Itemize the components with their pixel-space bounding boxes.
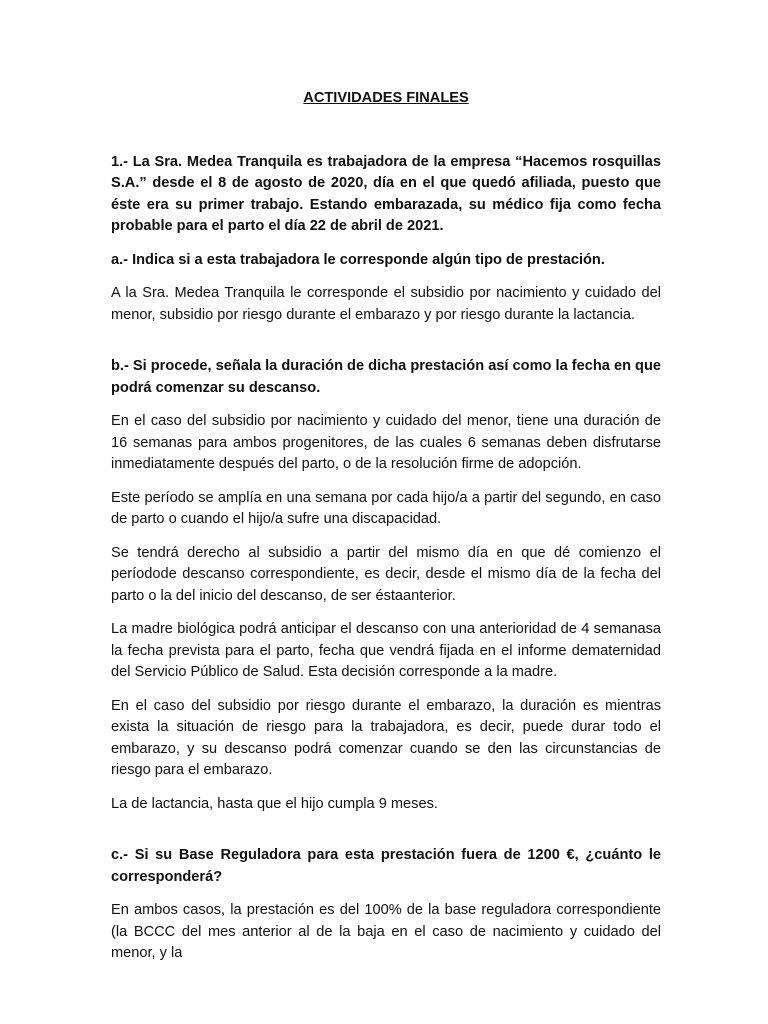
- answer-c: En ambos casos, la prestación es del 100% de la base reguladora correspondiente (la BCCC del mes anterior al de la baja en el caso de nacimiento y cuidado del menor, y la: [111, 902, 661, 961]
- answer-b-paragraph-1: En el caso del subsidio por nacimiento y cuidado del menor, tiene una duración de 16 semanas para ambos progenitores, de las cuales 6 semanas deben disfrutarse inmediatamente después del parto, o de la resolución firme de adopción.: [111, 413, 661, 472]
- section-spacer: [111, 338, 661, 356]
- question-1: 1.- La Sra. Medea Tranquila es trabajadora de la empresa “Hacemos rosquillas S.A.” desde el 8 de agosto de 2020, día en el que quedó afiliada, puesto que éste era su primer trabajo. Estando embarazada, su médico fija como fecha probable para el parto el día 22 de abril de 2021.: [111, 153, 661, 234]
- answer-b-paragraph-4: La madre biológica podrá anticipar el descanso con una anterioridad de 4 semanasa la fecha prevista para el parto, fecha que vendrá fijada en el informe dematernidad del Servicio Público de Salud. Esta decisión corresponde a la madre.: [111, 621, 661, 680]
- document-title: ACTIVIDADES FINALES: [303, 90, 469, 106]
- question-c: c.- Si su Base Reguladora para esta prestación fuera de 1200 €, ¿cuánto le corresponderá?: [111, 847, 661, 885]
- answer-b-paragraph-5: En el caso del subsidio por riesgo durante el embarazo, la duración es mientras exista la situación de riesgo para la trabajadora, es decir, puede durar todo el embarazo, y su descanso podrá comenzar cuando se den las circunstancias de riesgo para el embarazo.: [111, 697, 661, 778]
- document-body: [111, 88, 661, 977]
- question-a: a.- Indica si a esta trabajadora le corresponde algún tipo de prestación.: [111, 251, 605, 268]
- question-b: b.- Si procede, señala la duración de dicha prestación así como la fecha en que podrá comenzar su descanso.: [111, 358, 661, 396]
- section-spacer: [111, 827, 661, 845]
- answer-b-paragraph-2: Este período se amplía en una semana por cada hijo/a a partir del segundo, en caso de parto o cuando el hijo/a sufre una discapacidad.: [111, 489, 661, 527]
- answer-b-paragraph-6: La de lactancia, hasta que el hijo cumpla 9 meses.: [111, 795, 438, 812]
- answer-b-paragraph-3: Se tendrá derecho al subsidio a partir del mismo día en que dé comienzo el períodode descanso correspondiente, es decir, desde el mismo día de la fecha del parto o la del inicio del descanso, de ser éstaanterior.: [111, 544, 661, 604]
- answer-a: A la Sra. Medea Tranquila le corresponde el subsidio por nacimiento y cuidado del menor, subsidio por riesgo durante el embarazo y por riesgo durante la lactancia.: [111, 285, 661, 323]
